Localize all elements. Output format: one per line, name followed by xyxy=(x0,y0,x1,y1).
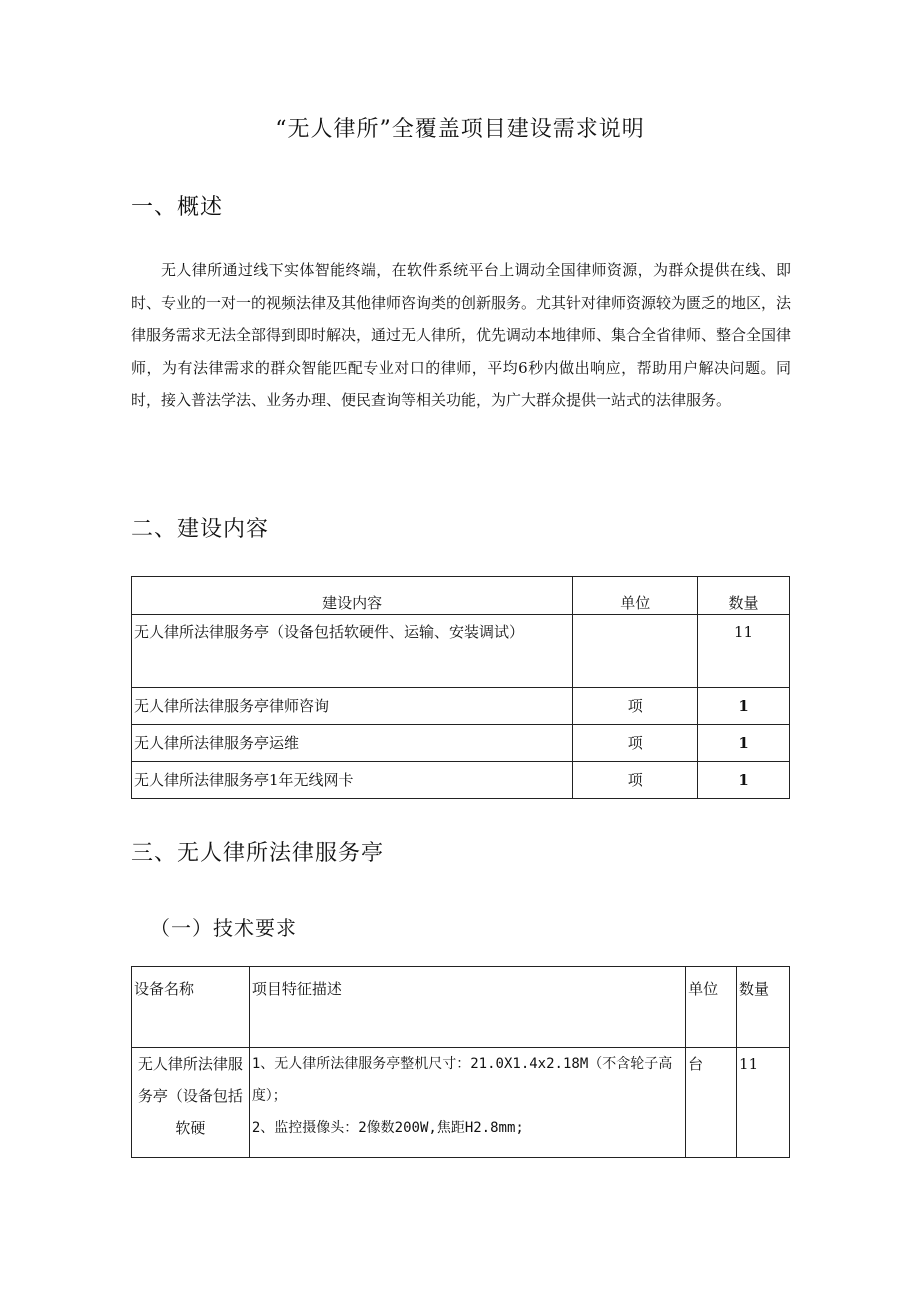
row-unit: 项 xyxy=(573,762,698,799)
sub-heading-tech-requirements: （一）技术要求 xyxy=(150,916,297,940)
row-qty: 1 xyxy=(698,762,790,799)
header-unit: 单位 xyxy=(686,967,737,1048)
page-title: “无人律所”全覆盖项目建设需求说明 xyxy=(275,117,645,142)
row-content: 无人律所法律服务亭（设备包括软硬件、运输、安装调试） xyxy=(132,615,573,688)
row-content: 无人律所法律服务亭1年无线网卡 xyxy=(132,762,573,799)
table-header-row xyxy=(132,577,790,615)
desc-line-1: 1、无人律所法律服务亭整机尺寸：21.0X1.4x2.18M（不含轮子高度）； xyxy=(251,1056,673,1104)
section-heading-overview: 一、概述 xyxy=(131,195,224,220)
table-row xyxy=(132,688,790,725)
row-content: 无人律所法律服务亭律师咨询 xyxy=(132,688,573,725)
tech-requirements-table xyxy=(131,966,790,1158)
row-unit xyxy=(573,615,698,688)
table-row xyxy=(132,1048,790,1158)
table-row xyxy=(132,615,790,688)
row-content: 无人律所法律服务亭运维 xyxy=(132,725,573,762)
row-unit: 台 xyxy=(686,1048,737,1158)
table-header-row xyxy=(132,967,790,1048)
header-feature-desc: 项目特征描述 xyxy=(249,967,685,1048)
row-qty: 1 xyxy=(698,688,790,725)
header-content: 建设内容 xyxy=(132,577,573,615)
row-qty: 11 xyxy=(698,615,790,688)
row-unit: 项 xyxy=(573,688,698,725)
header-qty: 数量 xyxy=(698,577,790,615)
row-unit: 项 xyxy=(573,725,698,762)
section-heading-construction: 二、建设内容 xyxy=(131,517,270,542)
overview-paragraph: 无人律所通过线下实体智能终端，在软件系统平台上调动全国律师资源，为群众提供在线、即时、专业的一对一的视频法律及其他律师咨询类的创新服务。尤其针对律师资源较为匮乏的地区，法律服务需求无法全部得到即时解决，通过无人律所，优先调动本地律师、集合全省律师、整合全国律师，为有法律需求的群众智能匹配专业对口的律师，平均6秒内做出响应，帮助用户解决问题。同时，接入普法学法、业务办理、便民查询等相关功能，为广大群众提供一站式的法律服务。 xyxy=(131,261,792,409)
table-row xyxy=(132,725,790,762)
row-feature-desc xyxy=(249,1048,685,1158)
row-qty: 1 xyxy=(698,725,790,762)
construction-content-table xyxy=(131,576,790,799)
header-unit: 单位 xyxy=(573,577,698,615)
header-qty: 数量 xyxy=(737,967,790,1048)
table-row xyxy=(132,762,790,799)
section-heading-kiosk: 三、无人律所法律服务亭 xyxy=(131,841,385,866)
row-device-name: 无人律所法律服务亭（设备包括软硬 xyxy=(132,1048,250,1158)
desc-line-2: 2、监控摄像头：2像数200W,焦距H2.8mm; xyxy=(251,1120,524,1136)
header-device-name: 设备名称 xyxy=(132,967,250,1048)
row-qty: 11 xyxy=(737,1048,790,1158)
